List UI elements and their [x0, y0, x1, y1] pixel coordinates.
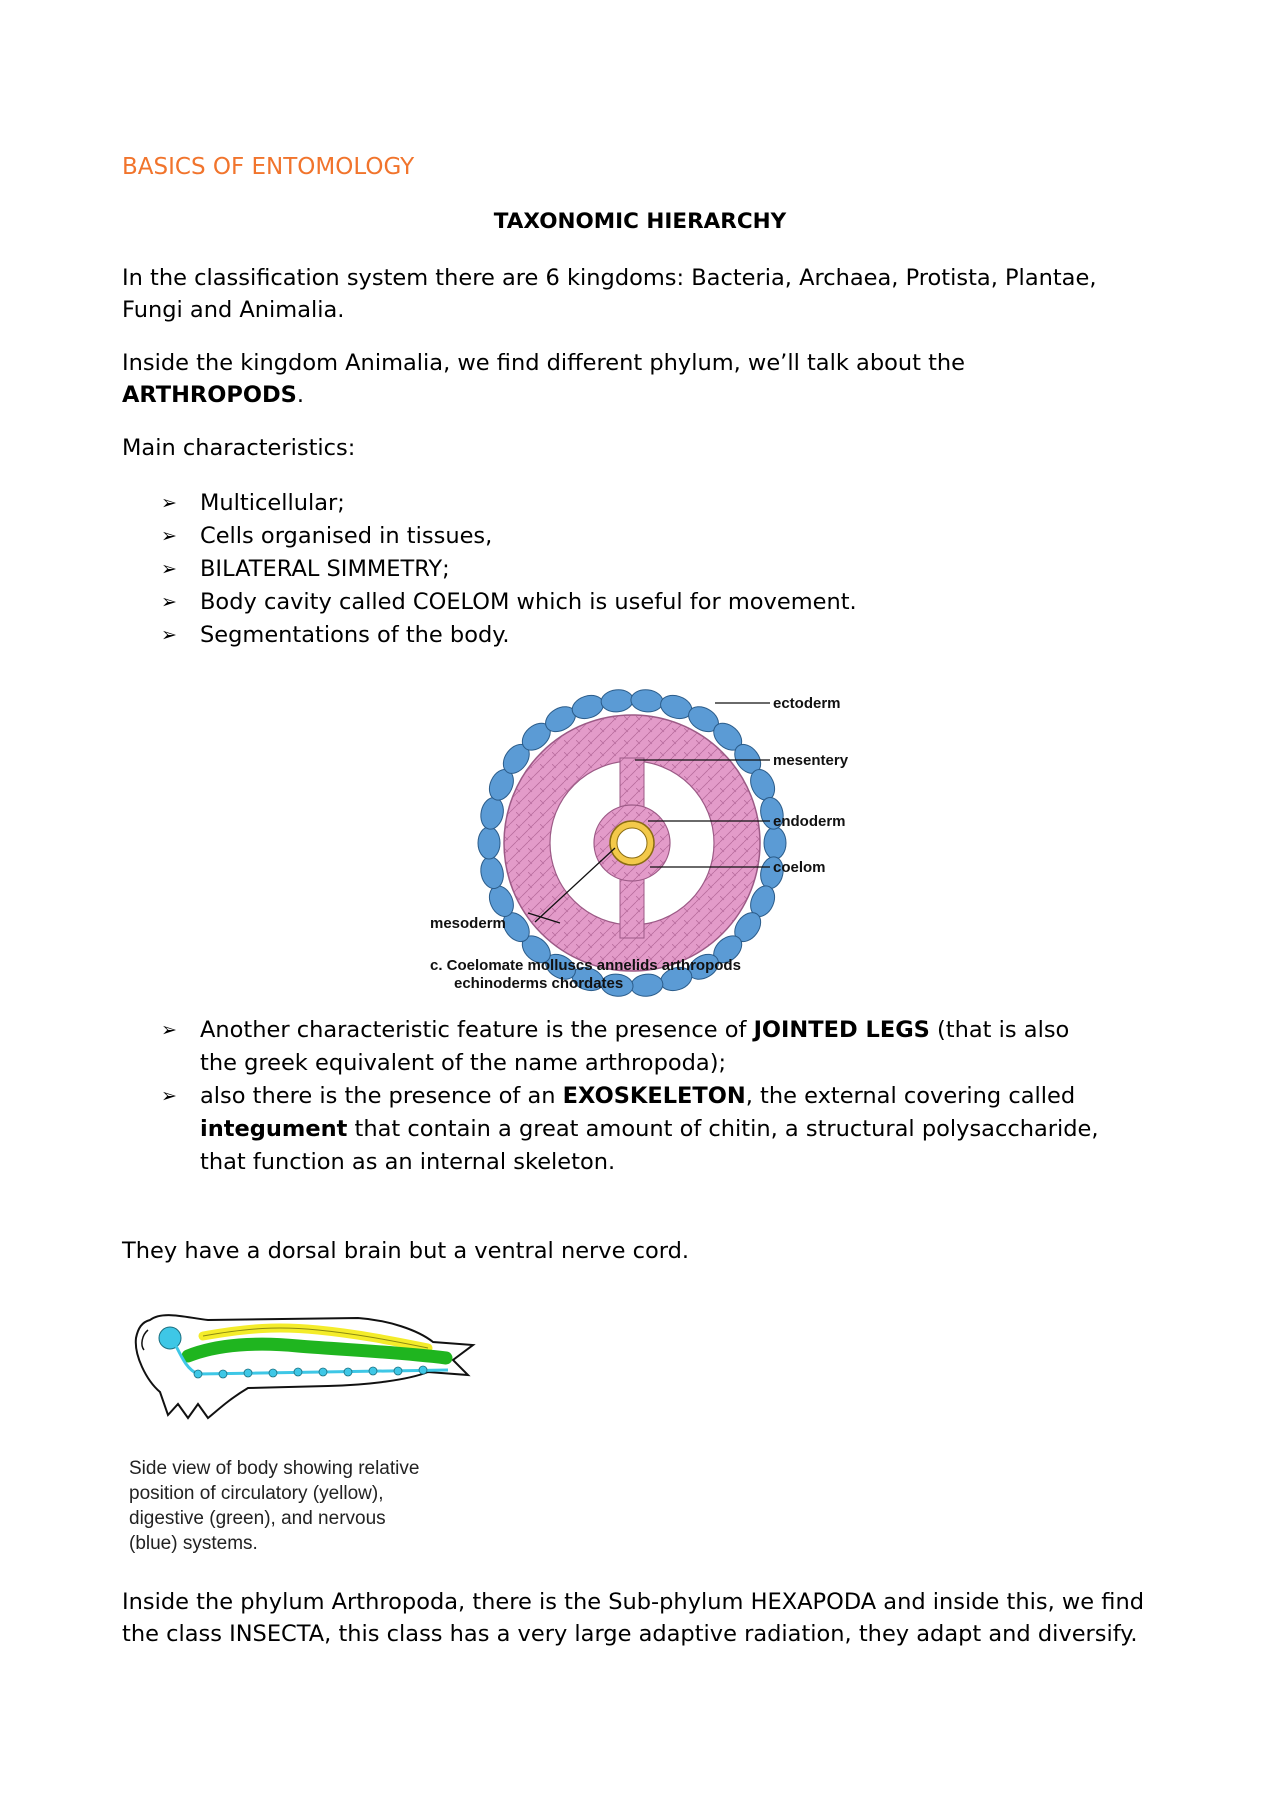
animalia-paragraph-line-2: ARTHROPODS. [122, 382, 305, 408]
animalia-paragraph-line-1: Inside the kingdom Animalia, we find different phylum, we’ll talk about the [122, 350, 966, 376]
exoskeleton-line-1: also there is the presence of an EXOSKELETON, the external covering called [200, 1083, 1076, 1109]
arthropods-term: ARTHROPODS [122, 382, 297, 408]
bullet-icon: ➢ [161, 558, 177, 580]
coelom-cross-section-figure [420, 668, 900, 998]
jointed-legs-line-2: the greek equivalent of the name arthropoda); [200, 1050, 727, 1076]
main-characteristics-label: Main characteristics: [122, 435, 356, 461]
bullet-icon: ➢ [161, 492, 177, 514]
insect-side-view-figure [128, 1300, 478, 1450]
bullet-icon: ➢ [161, 1019, 177, 1041]
figure2-caption-line: digestive (green), and nervous [129, 1508, 386, 1529]
exoskeleton-line-2: integument that contain a great amount of chitin, a structural polysaccharide, [200, 1116, 1099, 1142]
nervous-system-sentence: They have a dorsal brain but a ventral nerve cord. [122, 1238, 690, 1264]
list-item: Body cavity called COELOM which is useful for movement. [200, 589, 857, 615]
ectoderm-cell [478, 827, 500, 859]
list-item: BILATERAL SIMMETRY; [200, 556, 450, 582]
figure1-caption-line-2: echinoderms chordates [454, 975, 624, 992]
ectoderm-cell [600, 688, 634, 713]
list-item: Segmentations of the body. [200, 622, 510, 648]
bullet-icon: ➢ [161, 591, 177, 613]
integument-term: integument [200, 1116, 348, 1142]
ectoderm-cell [478, 855, 506, 891]
label-coelom: coelom [773, 859, 826, 876]
exoskeleton-line-3: that function as an internal skeleton. [200, 1149, 616, 1175]
ectoderm-cell [630, 688, 664, 713]
intro-paragraph-line-2: Fungi and Animalia. [122, 297, 345, 323]
ectoderm-cell [630, 973, 664, 998]
figure2-caption-line: position of circulatory (yellow), [129, 1483, 384, 1504]
figure2-caption-line: (blue) systems. [129, 1533, 258, 1554]
bullet-icon: ➢ [161, 1085, 177, 1107]
brain-ganglion [159, 1327, 181, 1349]
closing-paragraph-line-1: Inside the phylum Arthropoda, there is the Sub-phylum HEXAPODA and inside this, we find [122, 1589, 1145, 1615]
ectoderm-cell [478, 795, 506, 831]
list-item: Cells organised in tissues, [200, 523, 493, 549]
jointed-legs-line-1: Another characteristic feature is the presence of JOINTED LEGS (that is also [200, 1017, 1070, 1043]
label-endoderm: endoderm [773, 813, 846, 830]
figure1-caption-line-1: c. Coelomate molluscs annelids arthropods [430, 957, 741, 974]
page-title: TAXONOMIC HIERARCHY [493, 209, 787, 234]
closing-paragraph-line-2: the class INSECTA, this class has a very large adaptive radiation, they adapt and diversify. [122, 1621, 1138, 1647]
list-item: Multicellular; [200, 490, 345, 516]
jointed-legs-term: JOINTED LEGS [753, 1017, 930, 1043]
gut-lumen [617, 828, 647, 858]
bullet-icon: ➢ [161, 624, 177, 646]
ectoderm-cell [764, 827, 786, 859]
label-ectoderm: ectoderm [773, 695, 841, 712]
intro-paragraph-line-1: In the classification system there are 6 kingdoms: Bacteria, Archaea, Protista, Plantae, [122, 265, 1097, 291]
section-title: BASICS OF ENTOMOLOGY [122, 154, 415, 180]
figure2-caption-line: Side view of body showing relative [129, 1458, 420, 1479]
label-mesoderm: mesoderm [430, 915, 506, 932]
label-mesentery: mesentery [773, 752, 849, 769]
bullet-icon: ➢ [161, 525, 177, 547]
exoskeleton-term: EXOSKELETON [562, 1083, 746, 1109]
